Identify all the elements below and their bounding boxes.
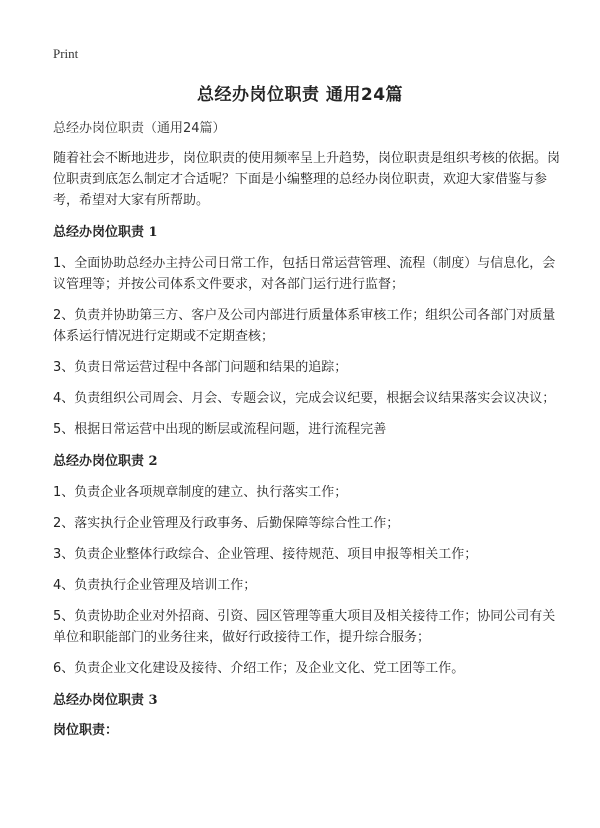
list-item: 1、全面协助总经办主持公司日常工作，包括日常运营管理、流程（制度）与信息化，会议管理等；并按公司体系文件要求，对各部门运行进行监督； xyxy=(53,256,556,292)
section-3 xyxy=(53,691,562,741)
section-heading: 总经办岗位职责 1 xyxy=(53,225,158,240)
list-item: 5、根据日常运营中出现的断层或流程问题，进行流程完善 xyxy=(53,422,387,437)
duty-label: 岗位职责： xyxy=(53,723,119,738)
list-item: 2、落实执行企业管理及行政事务、后勤保障等综合性工作； xyxy=(53,516,400,531)
document-subtitle: 总经办岗位职责（通用24篇） xyxy=(53,121,226,136)
list-item: 3、负责企业整体行政综合、企业管理、接待规范、项目申报等相关工作； xyxy=(53,547,478,562)
section-1 xyxy=(53,223,562,440)
list-item: 1、负责企业各项规章制度的建立、执行落实工作； xyxy=(53,485,348,500)
list-item: 5、负责协助企业对外招商、引资、园区管理等重大项目及相关接待工作；协同公司有关单位和职能部门的业务往来，做好行政接待工作，提升综合服务； xyxy=(53,609,556,645)
intro-paragraph: 随着社会不断地进步，岗位职责的使用频率呈上升趋势，岗位职责是组织考核的依据。岗位职责到底怎么制定才合适呢？下面是小编整理的总经办岗位职责，欢迎大家借鉴与参考，希望对大家有所帮助。 xyxy=(53,151,561,208)
list-item: 3、负责日常运营过程中各部门问题和结果的追踪； xyxy=(53,360,348,375)
list-item: 2、负责并协助第三方、客户及公司内部进行质量体系审核工作；组织公司各部门对质量体系运行情况进行定期或不定期查核； xyxy=(53,308,556,344)
list-item: 4、负责组织公司周会、月会、专题会议，完成会议纪要，根据会议结果落实会议决议； xyxy=(53,391,556,406)
page-title: 总经办岗位职责 通用24篇 xyxy=(196,85,404,105)
list-item: 6、负责企业文化建设及接待、介绍工作；及企业文化、党工团等工作。 xyxy=(53,661,465,676)
list-item: 4、负责执行企业管理及培训工作； xyxy=(53,578,257,593)
section-heading: 总经办岗位职责 3 xyxy=(53,693,158,708)
print-link[interactable]: Print xyxy=(53,46,79,61)
section-heading: 总经办岗位职责 2 xyxy=(53,454,158,469)
document-body xyxy=(53,119,562,741)
section-2 xyxy=(53,452,562,679)
